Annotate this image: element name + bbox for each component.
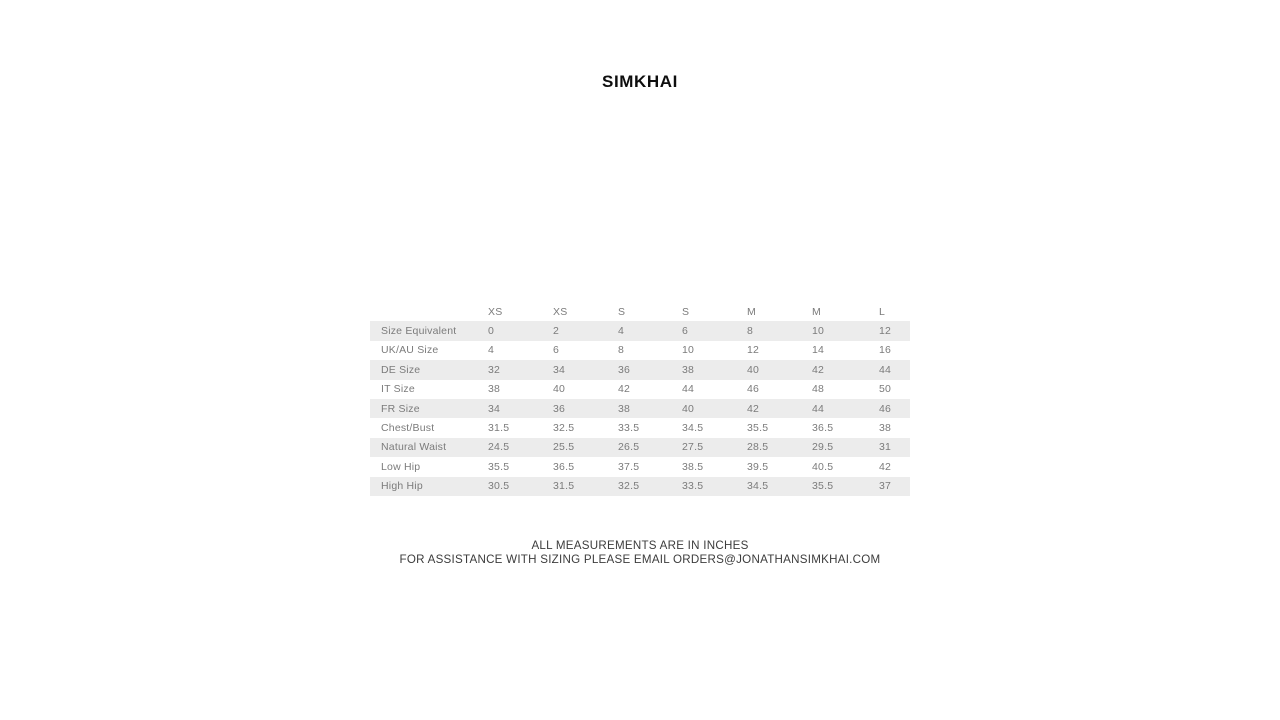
table-cell: 36 <box>618 363 631 376</box>
table-cell: 25.5 <box>553 441 575 454</box>
table-cell: 44 <box>682 383 695 396</box>
table-cell: 38.5 <box>682 460 704 473</box>
size-chart-header-row <box>370 302 910 321</box>
table-cell: 38 <box>488 383 501 396</box>
header-size-cell: XS <box>488 305 503 318</box>
footer-assistance-note: FOR ASSISTANCE WITH SIZING PLEASE EMAIL ORDERS@JONATHANSIMKHAI.COM <box>399 553 881 566</box>
table-row <box>370 438 910 457</box>
header-size-cell: M <box>747 305 756 318</box>
table-cell: 36 <box>553 402 566 415</box>
table-cell: 42 <box>812 363 825 376</box>
table-cell: 34.5 <box>747 480 769 493</box>
table-cell: 12 <box>747 344 760 357</box>
table-cell: 35.5 <box>488 460 510 473</box>
row-label: UK/AU Size <box>381 344 439 357</box>
table-cell: 42 <box>879 460 892 473</box>
table-cell: 38 <box>618 402 631 415</box>
table-row <box>370 360 910 379</box>
header-size-cell: S <box>618 305 626 318</box>
table-cell: 42 <box>747 402 760 415</box>
table-cell: 36.5 <box>812 422 834 435</box>
table-cell: 4 <box>618 325 625 338</box>
table-cell: 37.5 <box>618 460 640 473</box>
table-cell: 31.5 <box>553 480 575 493</box>
table-cell: 27.5 <box>682 441 704 454</box>
table-cell: 4 <box>488 344 495 357</box>
table-cell: 26.5 <box>618 441 640 454</box>
table-cell: 46 <box>747 383 760 396</box>
table-cell: 6 <box>553 344 560 357</box>
table-row <box>370 477 910 496</box>
table-row <box>370 457 910 476</box>
header-size-cell: XS <box>553 305 568 318</box>
table-cell: 10 <box>812 325 825 338</box>
table-cell: 35.5 <box>747 422 769 435</box>
table-cell: 40.5 <box>812 460 834 473</box>
table-cell: 32 <box>488 363 501 376</box>
table-cell: 39.5 <box>747 460 769 473</box>
size-chart-table <box>370 302 910 496</box>
table-cell: 8 <box>618 344 625 357</box>
row-label: Natural Waist <box>381 441 447 454</box>
header-size-cell: L <box>879 305 886 318</box>
row-label: FR Size <box>381 402 420 415</box>
table-cell: 38 <box>879 422 892 435</box>
table-cell: 31.5 <box>488 422 510 435</box>
table-row <box>370 380 910 399</box>
table-cell: 32.5 <box>553 422 575 435</box>
table-cell: 12 <box>879 325 892 338</box>
table-cell: 34.5 <box>682 422 704 435</box>
table-cell: 6 <box>682 325 689 338</box>
table-row <box>370 321 910 340</box>
table-cell: 31 <box>879 441 892 454</box>
table-cell: 29.5 <box>812 441 834 454</box>
table-row <box>370 418 910 437</box>
table-cell: 42 <box>618 383 631 396</box>
table-cell: 10 <box>682 344 695 357</box>
footer-note <box>0 539 1280 567</box>
table-cell: 0 <box>488 325 495 338</box>
table-cell: 34 <box>553 363 566 376</box>
table-cell: 2 <box>553 325 560 338</box>
table-row <box>370 399 910 418</box>
table-cell: 40 <box>747 363 760 376</box>
table-cell: 46 <box>879 402 892 415</box>
table-cell: 40 <box>682 402 695 415</box>
row-label: IT Size <box>381 383 415 396</box>
row-label: High Hip <box>381 480 423 493</box>
footer-measurements-note: ALL MEASUREMENTS ARE IN INCHES <box>531 539 749 552</box>
table-cell: 33.5 <box>682 480 704 493</box>
table-cell: 48 <box>812 383 825 396</box>
row-label: Low Hip <box>381 460 421 473</box>
table-cell: 50 <box>879 383 892 396</box>
table-cell: 37 <box>879 480 892 493</box>
row-label: Size Equivalent <box>381 325 457 338</box>
table-cell: 32.5 <box>618 480 640 493</box>
header-size-cell: M <box>812 305 821 318</box>
table-cell: 38 <box>682 363 695 376</box>
table-cell: 30.5 <box>488 480 510 493</box>
table-cell: 24.5 <box>488 441 510 454</box>
table-cell: 44 <box>879 363 892 376</box>
table-cell: 8 <box>747 325 754 338</box>
table-cell: 44 <box>812 402 825 415</box>
row-label: Chest/Bust <box>381 422 435 435</box>
table-cell: 35.5 <box>812 480 834 493</box>
table-cell: 34 <box>488 402 501 415</box>
table-cell: 16 <box>879 344 892 357</box>
table-cell: 40 <box>553 383 566 396</box>
row-label: DE Size <box>381 363 421 376</box>
table-cell: 14 <box>812 344 825 357</box>
table-cell: 28.5 <box>747 441 769 454</box>
header-size-cell: S <box>682 305 690 318</box>
table-row <box>370 341 910 360</box>
brand-title: SIMKHAI <box>602 72 678 91</box>
table-cell: 36.5 <box>553 460 575 473</box>
table-cell: 33.5 <box>618 422 640 435</box>
